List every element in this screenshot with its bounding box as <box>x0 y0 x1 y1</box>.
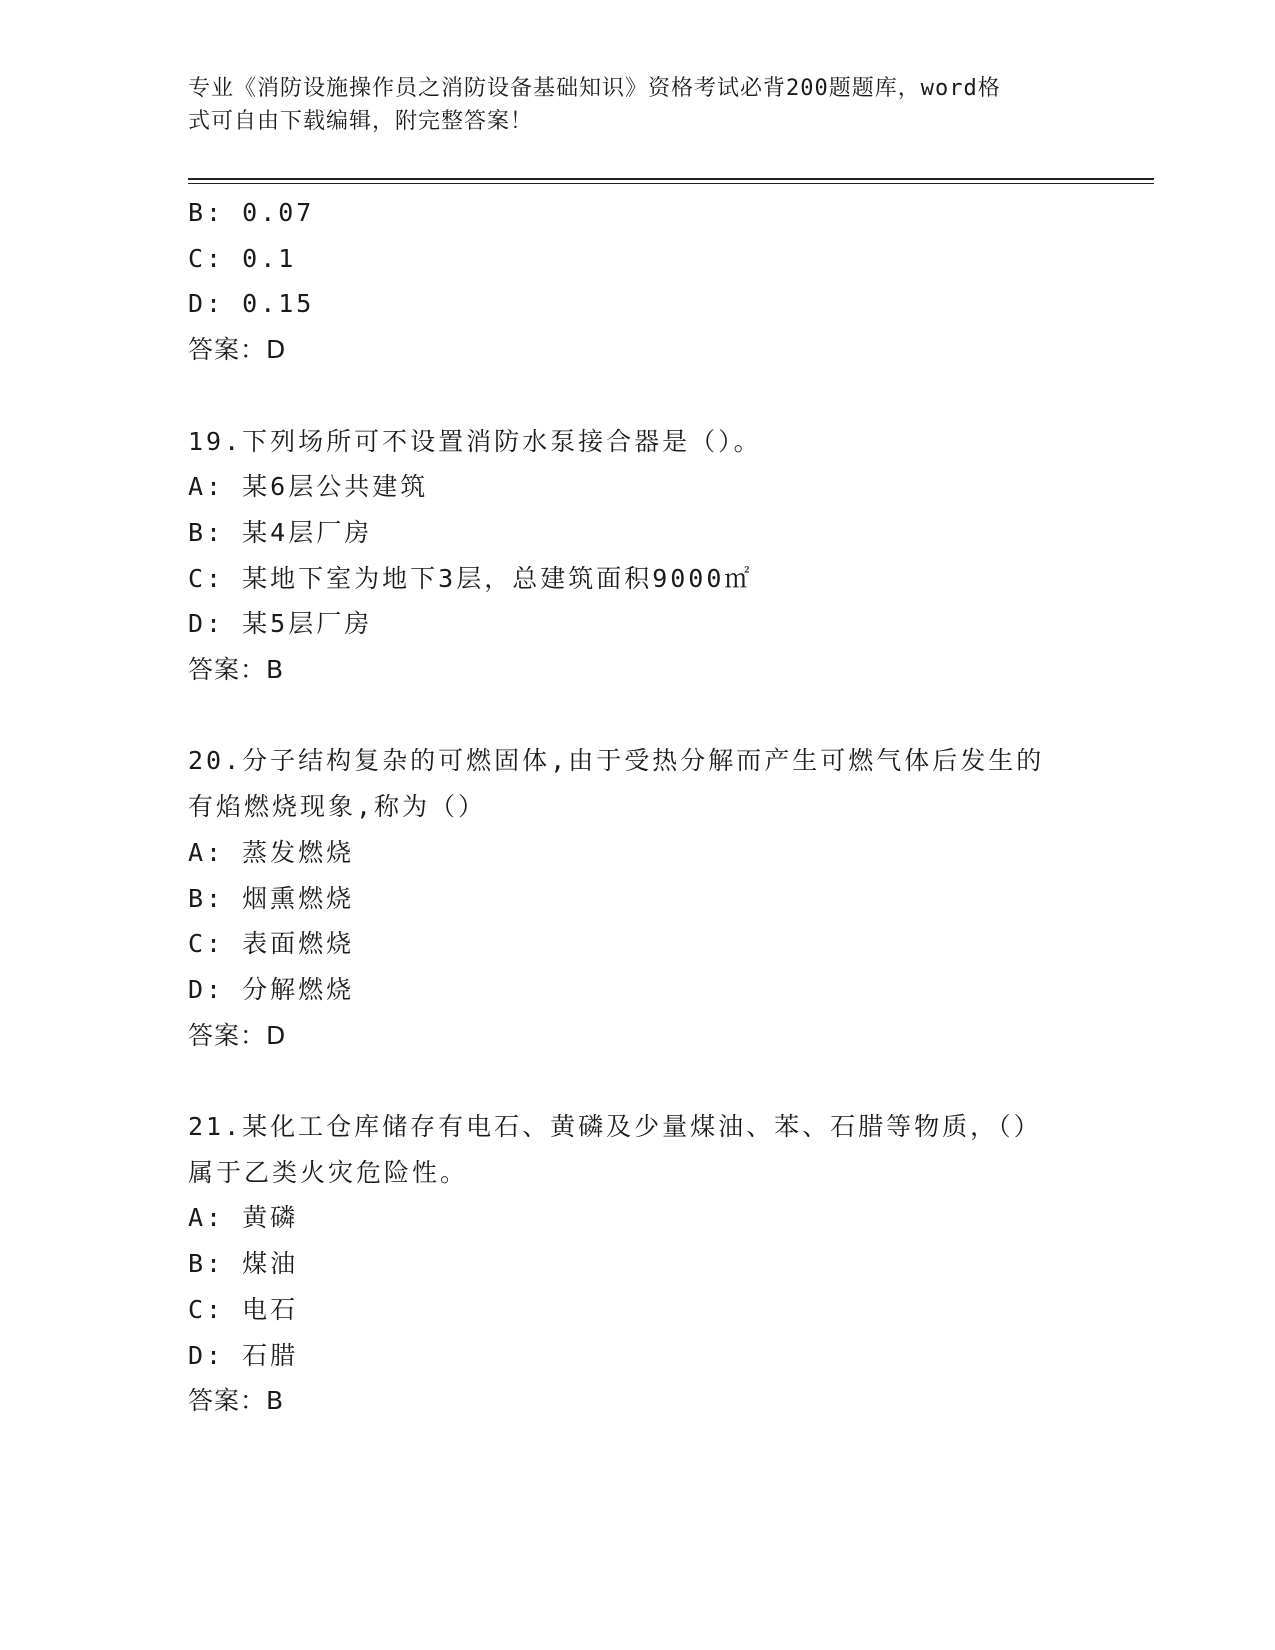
question-18-continuation <box>188 190 1088 373</box>
option-d: D: 分解燃烧 <box>188 974 355 1004</box>
answer-line: 答案：D <box>188 335 287 365</box>
question-19 <box>188 419 1088 693</box>
document-header <box>188 72 1068 138</box>
option-d: D: 0.15 <box>188 289 315 319</box>
answer-line: 答案：D <box>188 1020 287 1050</box>
question-stem-line-1: 21.某化工仓库储存有电石、黄磷及少量煤油、苯、石腊等物质，（） <box>188 1112 1042 1142</box>
question-stem-line-1: 20.分子结构复杂的可燃固体,由于受热分解而产生可燃气体后发生的 <box>188 746 1045 776</box>
header-line-1: 专业《消防设施操作员之消防设备基础知识》资格考试必背200题题库，word格 <box>188 76 1001 101</box>
option-c: C: 表面燃烧 <box>188 929 355 959</box>
option-c: C: 某地下室为地下3层，总建筑面积9000㎡ <box>188 563 753 593</box>
answer-line: 答案：B <box>188 655 285 685</box>
option-a: A: 蒸发燃烧 <box>188 837 355 867</box>
option-d: D: 石腊 <box>188 1340 299 1370</box>
option-c: C: 电石 <box>188 1294 299 1324</box>
answer-line: 答案：B <box>188 1386 285 1416</box>
header-rule-thin <box>188 183 1154 184</box>
header-rule-thick <box>188 178 1154 180</box>
question-list <box>188 190 1088 1424</box>
option-a: A: 黄磷 <box>188 1203 299 1233</box>
question-stem: 19.下列场所可不设置消防水泵接合器是（）。 <box>188 426 762 456</box>
header-line-2: 式可自由下载编辑，附完整答案！ <box>188 109 534 134</box>
option-b: B: 烟熏燃烧 <box>188 883 355 913</box>
question-stem-line-2: 属于乙类火灾危险性。 <box>188 1157 469 1187</box>
question-21 <box>188 1104 1088 1424</box>
option-b: B: 煤油 <box>188 1249 299 1279</box>
option-d: D: 某5层厂房 <box>188 609 373 639</box>
option-a: A: 某6层公共建筑 <box>188 472 429 502</box>
option-b: B: 0.07 <box>188 198 315 227</box>
option-b: B: 某4层厂房 <box>188 517 373 547</box>
question-stem-line-2: 有焰燃烧现象,称为（） <box>188 792 487 822</box>
question-20 <box>188 738 1088 1058</box>
option-c: C: 0.1 <box>188 243 297 273</box>
